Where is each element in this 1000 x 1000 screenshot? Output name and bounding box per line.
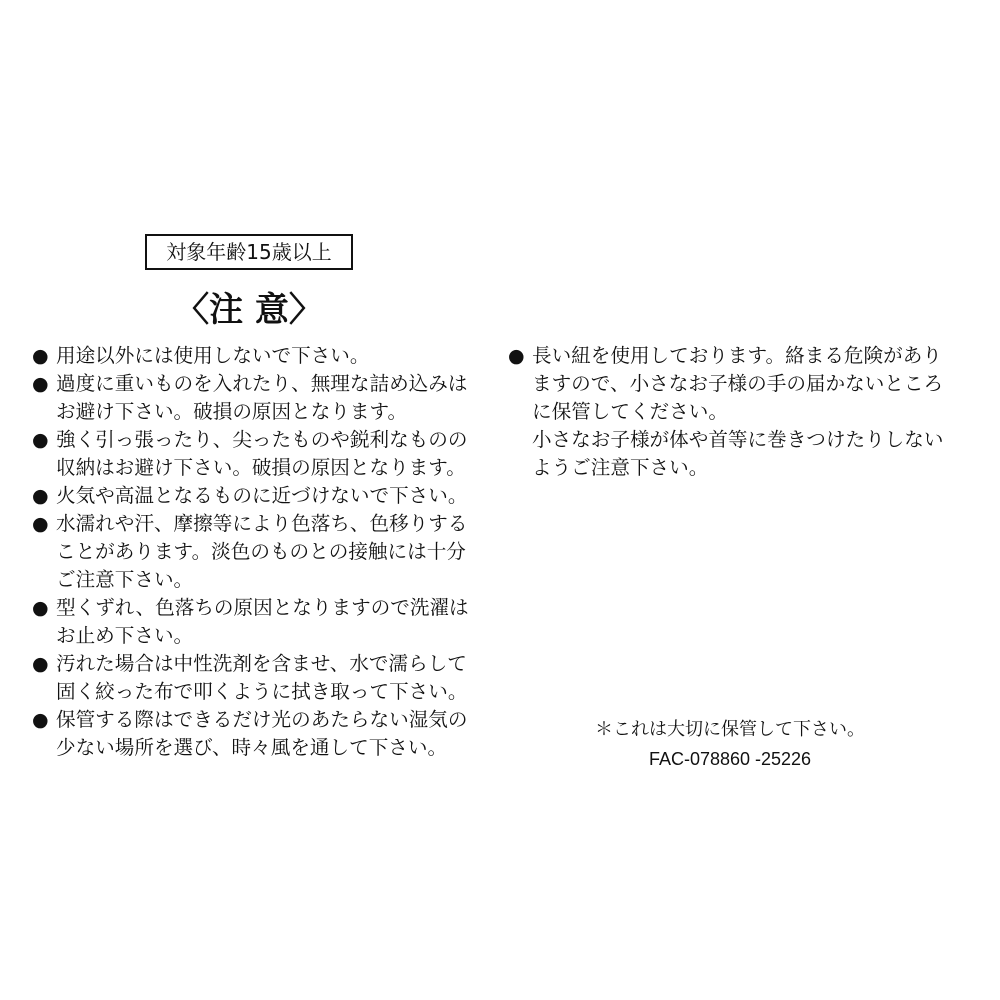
caution-item — [32, 510, 502, 594]
caution-heading: 〈注 意〉 — [175, 290, 323, 330]
caution-line: に保管してください。 — [532, 400, 728, 423]
caution-item — [32, 426, 502, 482]
bullet-icon: ● — [32, 485, 49, 507]
caution-list-left — [32, 342, 502, 762]
caution-item — [32, 370, 502, 426]
caution-item — [32, 650, 502, 706]
bullet-icon: ● — [32, 597, 49, 619]
caution-line: 固く絞った布で叩くように拭き取って下さい。 — [56, 680, 468, 703]
caution-line: 用途以外には使用しないで下さい。 — [56, 344, 370, 367]
age-rating-box — [145, 234, 353, 270]
caution-line: ご注意下さい。 — [56, 568, 194, 591]
caution-line: 強く引っ張ったり、尖ったものや鋭利なものの — [56, 428, 468, 451]
bullet-icon: ● — [32, 429, 49, 451]
caution-line: お避け下さい。破損の原因となります。 — [56, 400, 408, 423]
caution-line: 少ない場所を選び、時々風を通して下さい。 — [56, 736, 448, 759]
bullet-icon: ● — [32, 513, 49, 535]
caution-line: 小さなお子様が体や首等に巻きつけたりしない — [532, 428, 944, 451]
caution-line: 水濡れや汗、摩擦等により色落ち、色移りする — [56, 512, 468, 535]
bullet-icon: ● — [32, 653, 49, 675]
caution-line: 保管する際はできるだけ光のあたらない湿気の — [56, 708, 468, 731]
caution-list-right — [508, 342, 978, 482]
caution-item — [32, 706, 502, 762]
bullet-icon: ● — [32, 345, 49, 367]
caution-line: ようご注意下さい。 — [532, 456, 709, 479]
caution-line: 火気や高温となるものに近づけないで下さい。 — [56, 484, 468, 507]
age-rating-label: 対象年齢15歳以上 — [166, 240, 332, 264]
storage-note: ＊これは大切に保管して下さい。 — [595, 719, 865, 740]
caution-line: 型くずれ、色落ちの原因となりますので洗濯は — [56, 596, 469, 619]
bullet-icon: ● — [32, 709, 49, 731]
caution-line: 長い紐を使用しております。絡まる危険があり — [532, 344, 942, 367]
bullet-icon: ● — [32, 373, 49, 395]
caution-item — [508, 342, 978, 482]
product-code: FAC-078860 -25226 — [648, 749, 812, 769]
caution-line: ますので、小さなお子様の手の届かないところ — [532, 372, 944, 395]
caution-line: ことがあります。淡色のものとの接触には十分 — [56, 540, 466, 563]
caution-item — [32, 482, 502, 510]
caution-line: 過度に重いものを入れたり、無理な詰め込みは — [56, 372, 468, 395]
caution-line: 汚れた場合は中性洗剤を含ませ、水で濡らして — [56, 652, 467, 675]
caution-line: お止め下さい。 — [56, 624, 194, 647]
caution-item — [32, 594, 502, 650]
bullet-icon: ● — [508, 345, 525, 367]
caution-item — [32, 342, 502, 370]
caution-line: 収納はお避け下さい。破損の原因となります。 — [56, 456, 466, 479]
